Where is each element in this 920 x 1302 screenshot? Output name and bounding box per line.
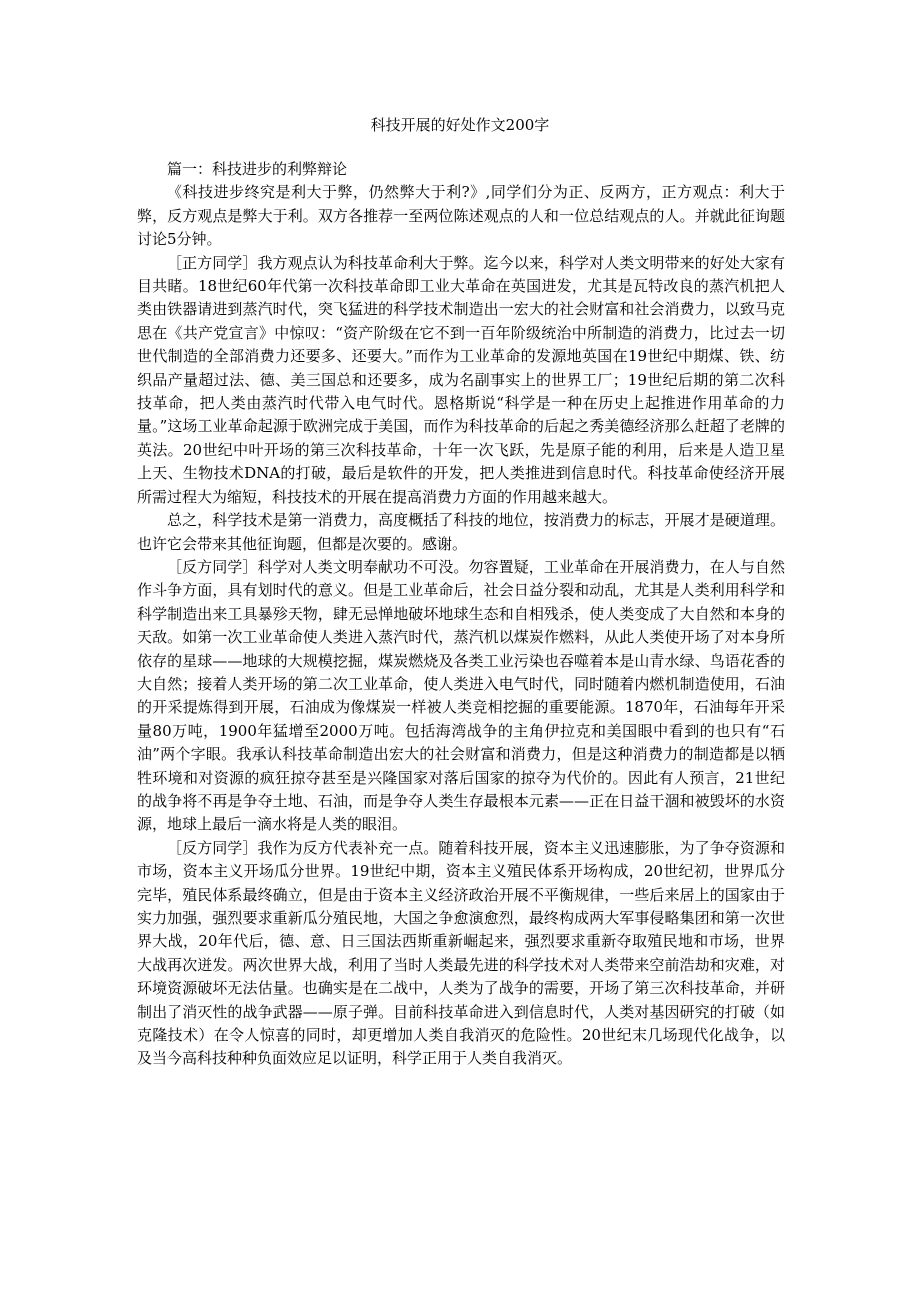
body-paragraph: ［反方同学］科学对人类文明奉献功不可没。勿容置疑，工业革命在开展消费力，在人与自然作斗争方面，具有划时代的意义。但是工业革命后，社会日益分裂和动乱，尤其是人类利用科学和科学制造出来工具暴殄天物，肆无忌惮地破坏地球生态和自相残杀，使人类变成了大自然和本身的天敌。如第一次工业革命使人类进入蒸汽时代，蒸汽机以煤炭作燃料，从此人类使开场了对本身所依存的星球——地球的大规模挖掘，煤炭燃烧及各类工业污染也吞噬着本是山青水绿、鸟语花香的大自然；接着人类开场的第二次工业革命，使人类进入电气时代，同时随着内燃机制造使用，石油的开采提炼得到开展，石油成为像煤炭一样被人类竞相挖掘的重要能源。1870年，石油每年开采量80万吨，1900年猛增至2000万吨。包括海湾战争的主角伊拉克和美国眼中看到的也只有“石油”两个字眼。我承认科技革命制造出宏大的社会财富和消费力，但是这种消费力的制造都是以牺牲环境和对资源的疯狂掠夺甚至是兴隆国家对落后国家的掠夺为代价的。因此有人预言，21世纪的战争将不再是争夺土地、石油，而是争夺人类生存最根本元素——正在日益干涸和被毁坏的水资源，地球上最后一滴水将是人类的眼泪。 [137,557,785,834]
body-paragraph: ［正方同学］我方观点认为科技革命利大于弊。迄今以来，科学对人类文明带来的好处大家有目共睹。18世纪60年代第一次科技革命即工业大革命在英国进发，尤其是瓦特改良的蒸汽机把人类由铁器请进到蒸汽时代，突飞猛进的科学技术制造出一宏大的社会财富和社会消费力，以致马克思在《共产党宣言》中惊叹：“资产阶级在它不到一百年阶级统治中所制造的消费力，比过去一切世代制造的全部消费力还要多、还要大。”而作为工业革命的发源地英国在19世纪中期煤、铁、纺织品产量超过法、德、美三国总和还要多，成为名副事实上的世界工厂；19世纪后期的第二次科技革命，把人类由蒸汽时代带入电气时代。恩格斯说“科学是一种在历史上起推进作用革命的力量。”这场工业革命起源于欧洲完成于美国，而作为科技革命的后起之秀美德经济那么赶超了老牌的英法。20世纪中叶开场的第三次科技革命，十年一次飞跃，先是原子能的利用，后来是人造卫星上天、生物技术DNA的打破，最后是软件的开发，把人类推进到信息时代。科技革命使经济开展所需过程大为缩短，科技技术的开展在提高消费力方面的作用越来越大。 [137,253,785,506]
document-body [137,158,785,1071]
body-paragraph: ［反方同学］我作为反方代表补充一点。随着科技开展，资本主义迅速膨胀，为了争夺资源和市场，资本主义开场瓜分世界。19世纪中期，资本主义殖民体系开场构成，20世纪初，世界瓜分完毕，殖民体系最终确立，但是由于资本主义经济政治开展不平衡规律，一些后来居上的国家由于实力加强，强烈要求重新瓜分殖民地，大国之争愈演愈烈，最终构成两大军事侵略集团和第一次世界大战，20年代后，德、意、日三国法西斯重新崛起来，强烈要求重新夺取殖民地和市场，世界大战再次迸发。两次世界大战，利用了当时人类最先进的科学技术对人类带来空前浩劫和灾难，对环境资源破坏无法估量。也确实是在二战中，人类为了战争的需要，开场了第三次科技革命，并研制出了消灭性的战争武器——原子弹。目前科技革命进入到信息时代，人类对基因研究的打破（如克隆技术）在令人惊喜的同时，却更增加人类自我消灭的危险性。20世纪末几场现代化战争，以及当今高科技种种负面效应足以证明，科学正用于人类自我消灭。 [137,838,785,1068]
body-paragraph: 《科技进步终究是利大于弊，仍然弊大于利?》,同学们分为正、反两方，正方观点：利大于弊，反方观点是弊大于利。双方各推荐一至两位陈述观点的人和一位总结观点的人。并就此征询题讨论5分钟。 [137,183,785,249]
section-heading: 篇一：科技进步的利弊辩论 [167,160,348,178]
body-paragraph: 总之，科学技术是第一消费力，高度概括了科技的地位，按消费力的标志，开展才是硬道理。也许它会带来其他征询题，但都是次要的。感谢。 [137,511,785,553]
document-title: 科技开展的好处作文200字 [370,116,550,134]
